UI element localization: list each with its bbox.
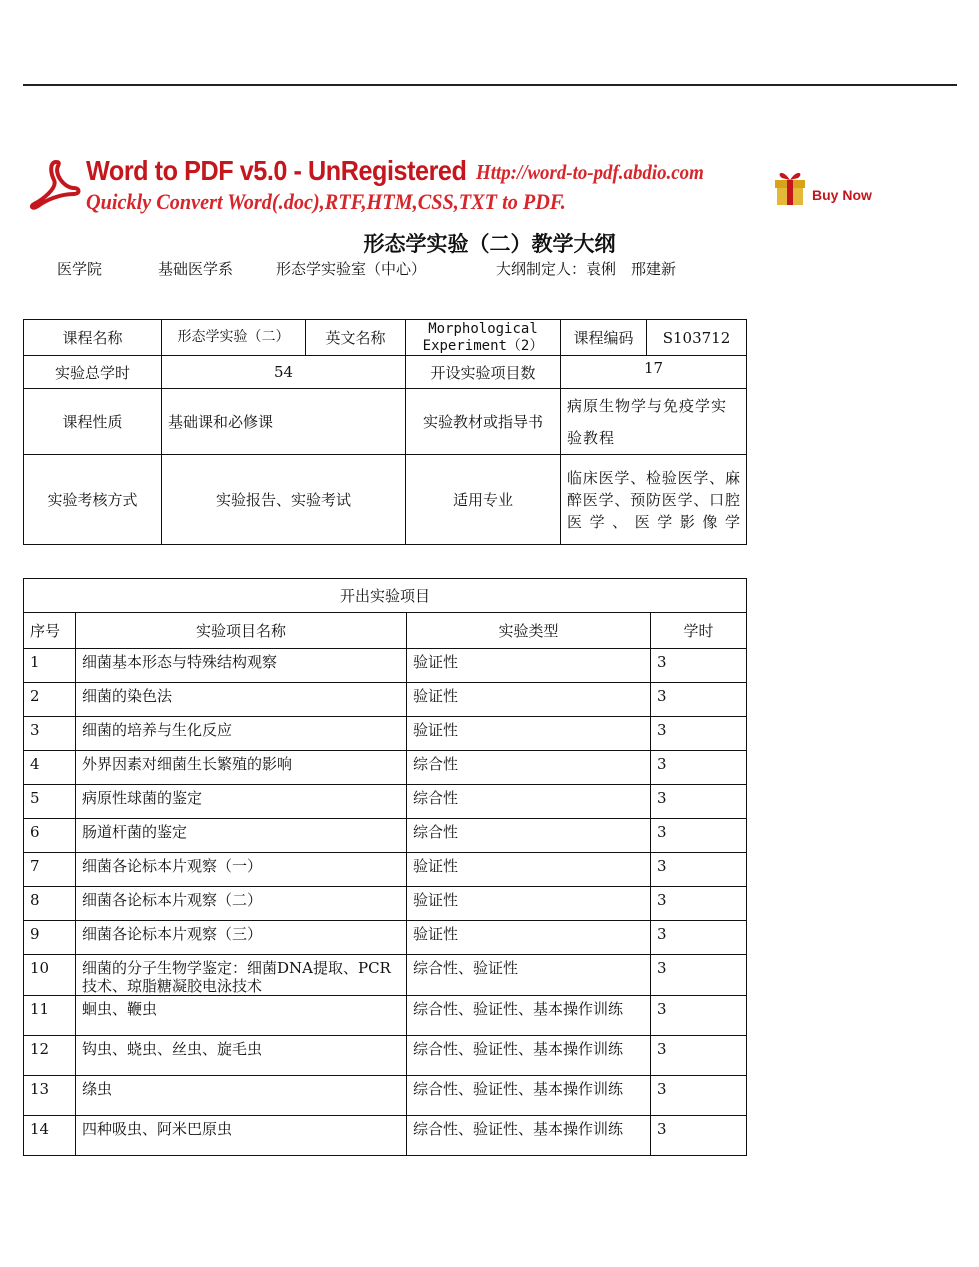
row-no: 5 xyxy=(24,785,76,819)
row-hours: 3 xyxy=(651,751,747,785)
row-name: 外界因素对细菌生长繁殖的影响 xyxy=(76,751,407,785)
watermark-banner[interactable] xyxy=(28,152,873,218)
banner-title: Word to PDF v5.0 - UnRegistered xyxy=(86,155,467,186)
row-hours: 3 xyxy=(651,819,747,853)
row-type: 验证性 xyxy=(407,887,651,921)
row-no: 11 xyxy=(24,996,76,1036)
table-row xyxy=(24,1116,747,1156)
row-type: 验证性 xyxy=(407,683,651,717)
meta-author: 大纲制定人：袁俐 邢建新 xyxy=(496,260,677,278)
course-name-value: 形态学实验（二） xyxy=(162,320,306,356)
row-hours: 3 xyxy=(651,921,747,955)
meta-lab: 形态学实验室（中心） xyxy=(276,260,427,278)
row-name: 蛔虫、鞭虫 xyxy=(76,996,407,1036)
row-name: 细菌各论标本片观察（一） xyxy=(76,853,407,887)
table-row xyxy=(24,1076,747,1116)
row-hours: 3 xyxy=(651,1116,747,1156)
table-row xyxy=(24,683,747,717)
document-title: 形态学实验（二）教学大纲 xyxy=(363,232,616,256)
buy-now-button[interactable]: Buy Now xyxy=(812,187,872,203)
projects-table xyxy=(23,578,747,1156)
row-hours: 3 xyxy=(651,1036,747,1076)
row-no: 1 xyxy=(24,649,76,683)
row-type: 验证性 xyxy=(407,649,651,683)
row-name: 四种吸虫、阿米巴原虫 xyxy=(76,1116,407,1156)
english-name-label: 英文名称 xyxy=(306,320,406,356)
assessment-label: 实验考核方式 xyxy=(24,455,162,545)
row-name: 细菌的染色法 xyxy=(76,683,407,717)
row-no: 14 xyxy=(24,1116,76,1156)
textbook-label: 实验教材或指导书 xyxy=(406,389,561,455)
row-hours: 3 xyxy=(651,683,747,717)
row-hours: 3 xyxy=(651,996,747,1036)
total-hours-label: 实验总学时 xyxy=(24,356,162,389)
header-hours: 学时 xyxy=(651,613,747,649)
row-type: 验证性 xyxy=(407,717,651,751)
total-hours-value: 54 xyxy=(162,356,406,389)
textbook-value: 病原生物学与免疫学实验教程 xyxy=(561,389,747,455)
row-hours: 3 xyxy=(651,887,747,921)
row-no: 13 xyxy=(24,1076,76,1116)
row-name: 细菌各论标本片观察（二） xyxy=(76,887,407,921)
row-no: 6 xyxy=(24,819,76,853)
nature-label: 课程性质 xyxy=(24,389,162,455)
course-code-value: S103712 xyxy=(647,320,747,356)
table-row xyxy=(24,717,747,751)
row-type: 综合性、验证性、基本操作训练 xyxy=(407,1076,651,1116)
row-hours: 3 xyxy=(651,853,747,887)
row-type: 验证性 xyxy=(407,921,651,955)
row-name: 细菌各论标本片观察（三） xyxy=(76,921,407,955)
course-info-table xyxy=(23,319,747,545)
assessment-value: 实验报告、实验考试 xyxy=(162,455,406,545)
row-type: 综合性、验证性、基本操作训练 xyxy=(407,996,651,1036)
row-no: 4 xyxy=(24,751,76,785)
row-no: 9 xyxy=(24,921,76,955)
table-row xyxy=(24,853,747,887)
row-type: 综合性、验证性 xyxy=(407,955,651,996)
table-row xyxy=(24,887,747,921)
row-hours: 3 xyxy=(651,717,747,751)
project-count-value: 17 xyxy=(561,356,747,389)
major-value: 临床医学、检验医学、麻醉医学、预防医学、口腔医学、医学影像学 xyxy=(561,455,747,545)
meta-department: 基础医学系 xyxy=(158,260,234,278)
row-name: 钩虫、蛲虫、丝虫、旋毛虫 xyxy=(76,1036,407,1076)
header-no: 序号 xyxy=(24,613,76,649)
table-row xyxy=(24,785,747,819)
row-name: 细菌的分子生物学鉴定：细菌DNA提取、PCR技术、琼脂糖凝胶电泳技术 xyxy=(76,955,407,996)
row-type: 验证性 xyxy=(407,853,651,887)
row-no: 2 xyxy=(24,683,76,717)
row-name: 绦虫 xyxy=(76,1076,407,1116)
english-name-value: Morphological Experiment（2） xyxy=(406,320,561,356)
gift-icon xyxy=(772,166,808,206)
course-name-label: 课程名称 xyxy=(24,320,162,356)
row-no: 7 xyxy=(24,853,76,887)
section-title: 开出实验项目 xyxy=(24,579,747,613)
table-row xyxy=(24,751,747,785)
row-hours: 3 xyxy=(651,649,747,683)
table-row xyxy=(24,649,747,683)
table-row xyxy=(24,955,747,996)
header-type: 实验类型 xyxy=(407,613,651,649)
course-code-label: 课程编码 xyxy=(561,320,647,356)
row-no: 12 xyxy=(24,1036,76,1076)
row-hours: 3 xyxy=(651,1076,747,1116)
row-name: 细菌基本形态与特殊结构观察 xyxy=(76,649,407,683)
row-type: 综合性、验证性、基本操作训练 xyxy=(407,1036,651,1076)
major-label: 适用专业 xyxy=(406,455,561,545)
row-name: 病原性球菌的鉴定 xyxy=(76,785,407,819)
header-name: 实验项目名称 xyxy=(76,613,407,649)
project-count-label: 开设实验项目数 xyxy=(406,356,561,389)
row-hours: 3 xyxy=(651,955,747,996)
table-row xyxy=(24,1036,747,1076)
table-row xyxy=(24,996,747,1036)
row-name: 细菌的培养与生化反应 xyxy=(76,717,407,751)
top-rule xyxy=(23,84,957,86)
acrobat-logo-icon xyxy=(30,160,82,210)
row-type: 综合性 xyxy=(407,819,651,853)
row-no: 3 xyxy=(24,717,76,751)
row-type: 综合性 xyxy=(407,785,651,819)
row-type: 综合性、验证性、基本操作训练 xyxy=(407,1116,651,1156)
row-name: 肠道杆菌的鉴定 xyxy=(76,819,407,853)
row-no: 8 xyxy=(24,887,76,921)
table-row xyxy=(24,921,747,955)
nature-value: 基础课和必修课 xyxy=(162,389,406,455)
banner-subtitle: Quickly Convert Word(.doc),RTF,HTM,CSS,TXT to PDF. xyxy=(86,189,566,214)
banner-url-link[interactable]: Http://word-to-pdf.abdio.com xyxy=(476,160,704,184)
row-no: 10 xyxy=(24,955,76,996)
table-row xyxy=(24,819,747,853)
row-hours: 3 xyxy=(651,785,747,819)
row-type: 综合性 xyxy=(407,751,651,785)
meta-college: 医学院 xyxy=(57,260,103,278)
